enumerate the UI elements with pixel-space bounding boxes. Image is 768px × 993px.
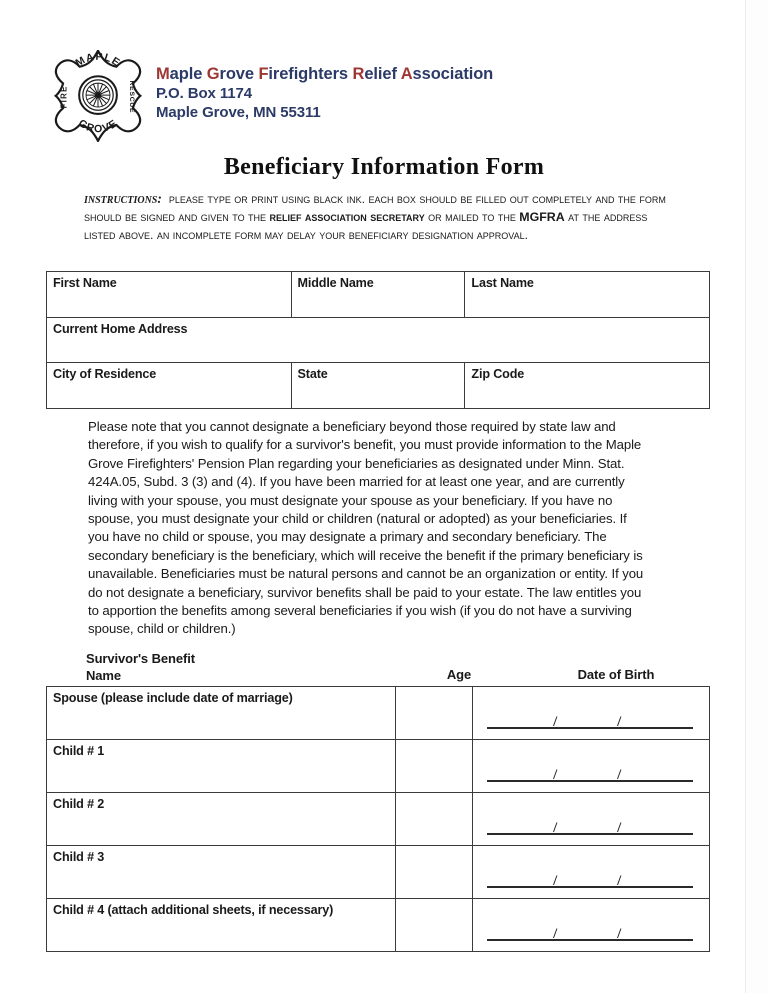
row-child-2-age[interactable]: [395, 793, 472, 846]
scan-edge-line: [745, 0, 746, 993]
instructions-bold-relief-association-secretary: relief association secretary: [269, 210, 425, 225]
row-child-3-name[interactable]: [47, 846, 396, 899]
maple-grove-fire-department-logo-icon: [52, 50, 144, 142]
survivor-benefit-header-line-2: Name: [86, 668, 122, 683]
survivor-benefit-column-headers: [46, 650, 710, 686]
org-name-cap-f: F: [258, 65, 269, 83]
instructions-segment-1: please type or print using black ink. each box should be filled out completely and the form should be signed and given to the: [84, 192, 666, 225]
date-slash-1: /: [553, 873, 558, 889]
row-child-2-name[interactable]: [47, 793, 396, 846]
field-city-of-residence[interactable]: [47, 363, 292, 409]
organization-city-state-zip: Maple Grove, MN 55311: [156, 104, 321, 121]
field-label-current-home-address: Current Home Address: [53, 322, 188, 336]
field-label-state: State: [297, 367, 328, 381]
letterhead: [52, 50, 672, 142]
field-state[interactable]: [291, 363, 465, 409]
personal-information-table: [46, 271, 710, 409]
date-slash-2: /: [617, 820, 622, 836]
row-spouse-name[interactable]: [47, 687, 396, 740]
row-spouse-date-of-birth[interactable]: [473, 687, 710, 740]
row-label-child-2: Child # 2: [53, 797, 105, 811]
date-blank-line: [487, 925, 693, 941]
field-label-middle-name: Middle Name: [297, 276, 374, 290]
svg-text:MAPLE: MAPLE: [73, 50, 123, 70]
field-first-name[interactable]: [47, 272, 292, 318]
organization-name: [156, 64, 493, 84]
table-row: [47, 740, 710, 793]
instructions-segment-3: at the address listed above. an incomplete form may delay your beneficiary designation approval.: [84, 210, 648, 243]
table-row: [47, 272, 710, 318]
survivor-benefit-name-header: [86, 650, 195, 684]
org-name-cap-r: R: [352, 65, 365, 83]
date-blank-line: [487, 819, 693, 835]
org-name-rest-relief: elief: [364, 65, 401, 83]
row-child-4-date-of-birth[interactable]: [473, 899, 710, 952]
field-label-city-of-residence: City of Residence: [53, 367, 157, 381]
field-zip-code[interactable]: [465, 363, 710, 409]
field-middle-name[interactable]: [291, 272, 465, 318]
org-name-cap-m: M: [156, 65, 170, 83]
date-blank-line: [487, 713, 693, 729]
scan-margin: [746, 0, 768, 993]
svg-text:FIRE: FIRE: [59, 85, 69, 109]
row-label-child-1: Child # 1: [53, 744, 105, 758]
field-label-zip-code: Zip Code: [471, 367, 525, 381]
page-title: Beneficiary Information Form: [223, 154, 545, 180]
row-label-spouse: Spouse (please include date of marriage): [53, 691, 293, 705]
table-row: [47, 846, 710, 899]
org-name-rest-maple: aple: [169, 65, 207, 83]
org-name-rest-association: ssociation: [412, 65, 494, 83]
date-slash-2: /: [617, 767, 622, 783]
row-child-4-name[interactable]: [47, 899, 396, 952]
field-label-last-name: Last Name: [471, 276, 534, 290]
field-label-first-name: First Name: [53, 276, 117, 290]
table-row: [47, 363, 710, 409]
date-slash-1: /: [553, 714, 558, 730]
date-rule: [487, 727, 693, 729]
instructions-segment-2: or mailed to the: [424, 210, 520, 225]
date-rule: [487, 780, 693, 782]
org-name-cap-g: G: [206, 65, 220, 83]
date-blank-line: [487, 766, 693, 782]
row-child-4-age[interactable]: [395, 899, 472, 952]
row-child-2-date-of-birth[interactable]: [473, 793, 710, 846]
date-rule: [487, 833, 693, 835]
instructions-paragraph: [84, 190, 666, 245]
row-label-child-3: Child # 3: [53, 850, 105, 864]
org-name-cap-a: A: [400, 65, 413, 83]
row-child-3-age[interactable]: [395, 846, 472, 899]
date-slash-2: /: [617, 873, 622, 889]
organization-po-box: P.O. Box 1174: [156, 85, 252, 102]
date-slash-1: /: [553, 767, 558, 783]
org-name-rest-firefighters: irefighters: [268, 65, 353, 83]
row-child-3-date-of-birth[interactable]: [473, 846, 710, 899]
table-row: [47, 899, 710, 952]
date-slash-1: /: [553, 820, 558, 836]
column-header-date-of-birth: Date of Birth: [577, 667, 655, 682]
organization-address-block: [156, 64, 493, 122]
svg-text:RESCUE: RESCUE: [128, 80, 136, 114]
row-label-child-4: Child # 4 (attach additional sheets, if necessary): [53, 903, 334, 917]
survivor-benefit-header-line-1: Survivor's Benefit: [86, 651, 195, 666]
org-name-rest-grove: rove: [219, 65, 259, 83]
date-slash-2: /: [617, 926, 622, 942]
row-spouse-age[interactable]: [395, 687, 472, 740]
row-child-1-name[interactable]: [47, 740, 396, 793]
svg-text:GROVE: GROVE: [76, 117, 120, 136]
field-last-name[interactable]: [465, 272, 710, 318]
field-current-home-address[interactable]: [47, 318, 710, 363]
beneficiary-note-paragraph: Please note that you cannot designate a beneficiary beyond those required by state law and therefore, if you wish to qualify for a survivor's benefit, you must provide information to the Maple Grove Firefighters' Pension Plan regarding your beneficiaries as designated under Minn. Stat. 424A.05, Subd. 3 (3) and (4). If you have been married for at least one year, and are currently living with your spouse, you must designate your spouse as your beneficiary. If you have no spouse, you must designate your child or children (natural or adopted) as your beneficiaries. If you have no child or spouse, you may designate a primary and secondary beneficiary. The secondary beneficiary is the beneficiary, which will receive the benefit if the primary beneficiary is unavailable. Beneficiaries must be natural persons and cannot be an organization or entity. If you do not designate a beneficiary, survivor benefits shall be paid to your estate. The law entitles you to apportion the benefits among several beneficiaries if you wish (if you do not have a surviving spouse, child or children.): [88, 419, 644, 637]
date-slash-1: /: [553, 926, 558, 942]
instructions-label: instructions:: [84, 191, 162, 206]
table-row: [47, 687, 710, 740]
date-blank-line: [487, 872, 693, 888]
column-header-age: Age: [446, 667, 472, 682]
table-row: [47, 318, 710, 363]
date-slash-2: /: [617, 714, 622, 730]
survivor-benefit-table: [46, 686, 710, 952]
row-child-1-date-of-birth[interactable]: [473, 740, 710, 793]
row-child-1-age[interactable]: [395, 740, 472, 793]
table-row: [47, 793, 710, 846]
date-rule: [487, 886, 693, 888]
instructions-bold-mgfra: MGFRA: [519, 210, 565, 225]
date-rule: [487, 939, 693, 941]
